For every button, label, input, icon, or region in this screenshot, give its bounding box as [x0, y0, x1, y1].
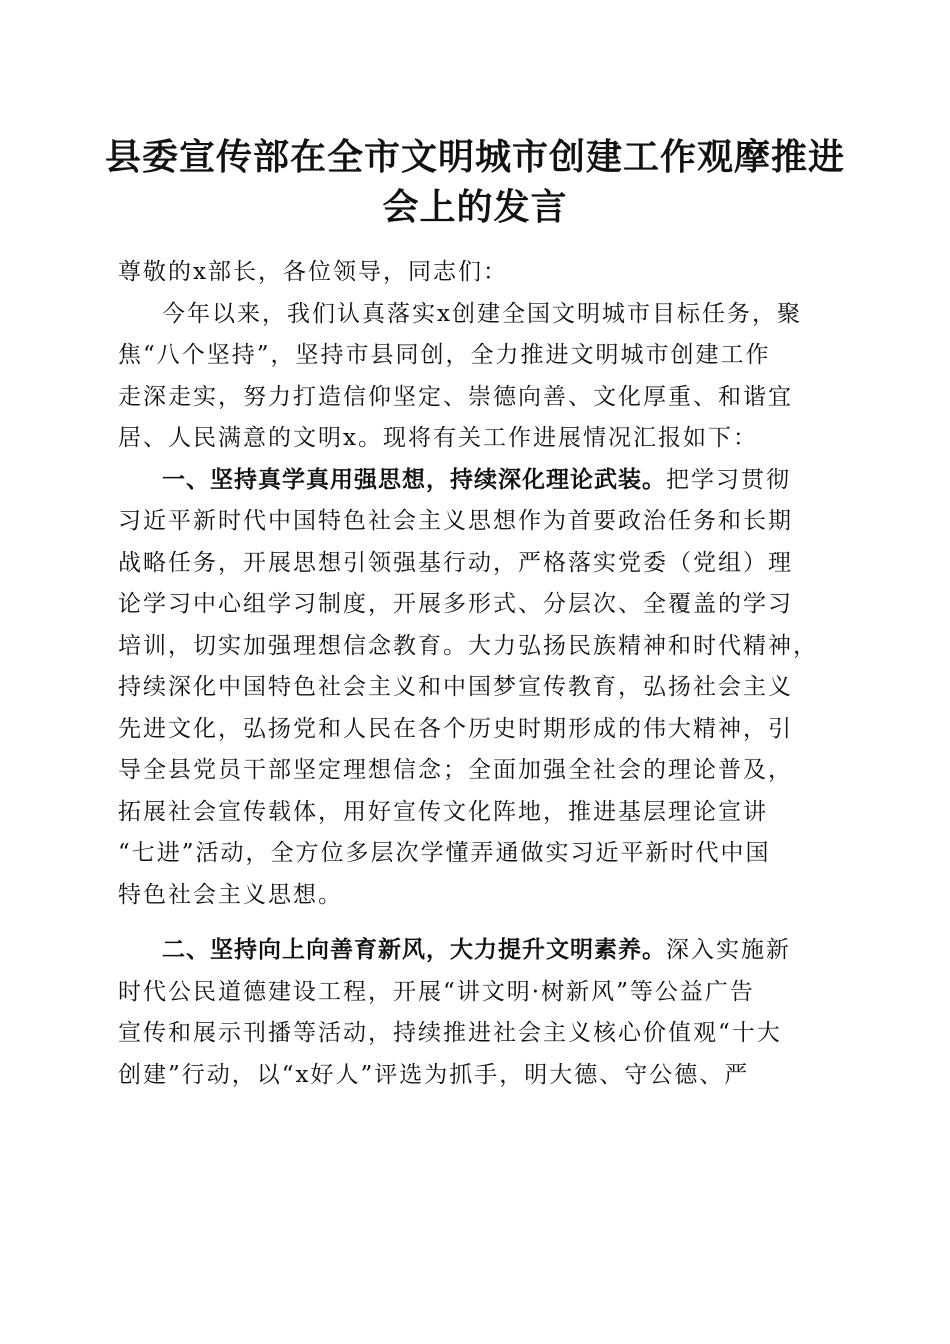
- paragraph-line: 焦“八个坚持”，坚持市县同创，全力推进文明城市创建工作: [118, 342, 771, 368]
- paragraph-line: 走深走实，努力打造信仰坚定、崇德向善、文化厚重、和谐宜: [118, 383, 793, 410]
- paragraph-line: 宣传和展示刊播等活动，持续推进社会主义核心价值观“十大: [118, 1020, 782, 1046]
- paragraph-line: 战略任务，开展思想引领强基行动，严格落实党委（党组）理: [118, 549, 793, 576]
- paragraph-line: 创建”行动，以“x好人”评选为抓手，明大德、守公德、严: [118, 1061, 750, 1088]
- paragraph-line: 习近平新时代中国特色社会主义思想作为首要政治任务和长期: [118, 508, 793, 534]
- section-2-heading: 二、坚持向上向善育新风，大力提升文明素养。: [162, 937, 666, 963]
- paragraph-line: “七进”活动，全方位多层次学懂弄通做实习近平新时代中国: [118, 840, 771, 866]
- section-1-heading: 一、坚持真学真用强思想，持续深化理论武装。: [162, 466, 666, 493]
- document-body: [118, 252, 838, 1096]
- paragraph-line: 拓展社会宣传载体，用好宣传文化阵地，推进基层理论宣讲: [118, 798, 768, 825]
- paragraph-line: [118, 930, 838, 972]
- paragraph-line: 论学习中心组学习制度，开展多形式、分层次、全覆盖的学习: [118, 591, 793, 617]
- title-line-1: 县委宣传部在全市文明城市创建工作观摩推进: [104, 136, 845, 178]
- section-1-paragraph: [118, 460, 838, 917]
- paragraph-line: 时代公民道德建设工程，开展“讲文明·树新风”等公益广告: [118, 978, 755, 1005]
- paragraph-line: 导全县党员干部坚定理想信念；全面加强全社会的理论普及，: [118, 757, 793, 783]
- paragraph-line: 今年以来，我们认真落实x创建全国文明城市目标任务，聚: [162, 300, 802, 327]
- paragraph-line: 居、人民满意的文明x。现将有关工作进展情况汇报如下：: [118, 425, 758, 451]
- paragraph-line: [118, 460, 838, 502]
- section-1-first-line-text: 把学习贯彻: [666, 466, 791, 493]
- title-line-2: 会上的发言: [382, 186, 568, 228]
- document-title: [100, 132, 850, 232]
- salutation: 尊敬的x部长，各位领导，同志们：: [118, 259, 508, 285]
- paragraph-gap: [118, 916, 838, 930]
- intro-paragraph: [118, 294, 838, 460]
- paragraph-line: 持续深化中国特色社会主义和中国梦宣传教育，弘扬社会主义: [118, 674, 793, 700]
- paragraph-line: 先进文化，弘扬党和人民在各个历史时期形成的伟大精神，引: [118, 715, 793, 742]
- section-2-paragraph: [118, 930, 838, 1096]
- paragraph-line: 培训，切实加强理想信念教育。大力弘扬民族精神和时代精神，: [118, 632, 818, 659]
- section-2-first-line-text: 深入实施新: [666, 937, 791, 963]
- paragraph-line: 特色社会主义思想。: [118, 881, 343, 908]
